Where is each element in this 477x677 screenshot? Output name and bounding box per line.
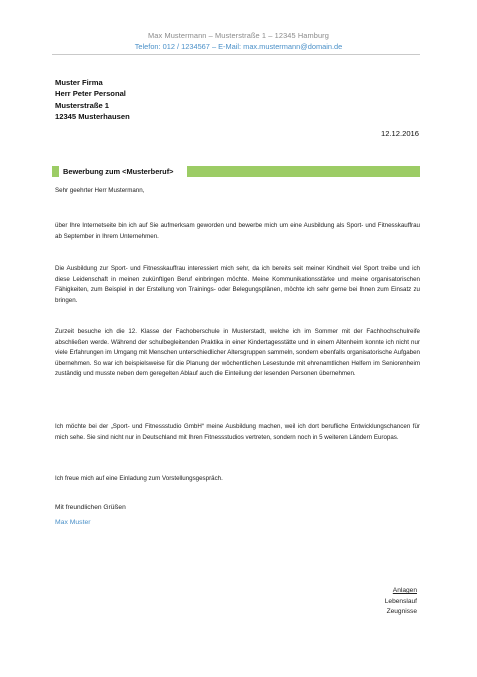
attachments-heading: Anlagen: [392, 587, 417, 594]
subject-accent-right: [187, 166, 420, 177]
sender-contact-line: Telefon: 012 / 1234567 – E-Mail: max.mustermann@domain.de: [134, 42, 343, 51]
salutation: Sehr geehrter Herr Mustermann,: [55, 187, 145, 194]
closing-phrase: Mit freundlichen Grüßen: [55, 504, 126, 511]
recipient-company: Muster Firma: [55, 78, 103, 87]
attachment-item: Zeugnisse: [386, 608, 417, 615]
subject-line: Bewerbung zum <Musterberuf>: [59, 166, 177, 177]
body-paragraph-intro: über Ihre Internetseite bin ich auf Sie aufmerksam geworden und bewerbe mich um eine Ausbildung als Sport- und Fitnesskauffrau ab September in Ihrem Unternehmen.: [55, 222, 420, 240]
body-paragraph-interview: Ich freue mich auf eine Einladung zum Vorstellungsgespräch.: [55, 475, 223, 482]
letter-date: 12.12.2016: [380, 129, 419, 138]
recipient-city: 12345 Musterhausen: [55, 111, 130, 121]
subject-accent-left: [52, 166, 59, 177]
sender-address-line: Max Mustermann – Musterstraße 1 – 12345 Hamburg: [148, 31, 329, 40]
body-paragraph-experience: Zurzeit besuche ich die 12. Klasse der Fachoberschule in Musterstadt, welche ich im Sommer mit der Fachhochschulreife abschließen werde. Während der schulbegleitenden Praktika in einer Kindertagesstätte und in einem Altenheim konnte ich nicht nur viele Erfahrungen im Umgang mit Menschen unterschiedlicher Altersgruppen sammeln, sondern ebenfalls organisatorische Aufgaben übernehmen. So war ich beispielsweise für die Planung der wöchentlichen Lesestunde mit ehrenamtlichen Helfern im Seniorenheim zuständig und musste neben dem geregelten Ablauf auch die Einteilung der lesenden Personen übernehmen.: [55, 328, 420, 378]
attachments-block: [385, 586, 417, 618]
recipient-street: Musterstraße 1: [55, 100, 110, 110]
subject-banner: [52, 166, 420, 177]
recipient-person: Herr Peter Personal: [55, 89, 126, 99]
body-paragraph-company: Ich möchte bei der „Sport- und Fitnessstudio GmbH“ meine Ausbildung machen, weil ich dort berufliche Entwicklungschancen für mich sehe. Sie sind nicht nur in Deutschland mit Ihren Fitnessstudios vertreten, sondern noch in 5 weiteren Ländern Europas.: [55, 423, 420, 441]
recipient-address-block: [55, 77, 130, 122]
signature: Max Muster: [55, 519, 91, 526]
header-divider: [52, 54, 420, 55]
body-paragraph-motivation: Die Ausbildung zur Sport- und Fitnesskauffrau interessiert mich sehr, da ich bereits seit meiner Kindheit viel Sport treibe und ich diese Leidenschaft in meinen zukünftigen Beruf einbringen möchte. Meine Kommunikationsstärke und meine organisatorischen Fähigkeiten, zum Beispiel in der Erstellung von Trainings- oder Belegungsplänen, möchte ich sehr gerne bei Ihnen zum Einsatz zu bringen.: [55, 265, 420, 304]
attachment-item: Lebenslauf: [384, 597, 417, 605]
